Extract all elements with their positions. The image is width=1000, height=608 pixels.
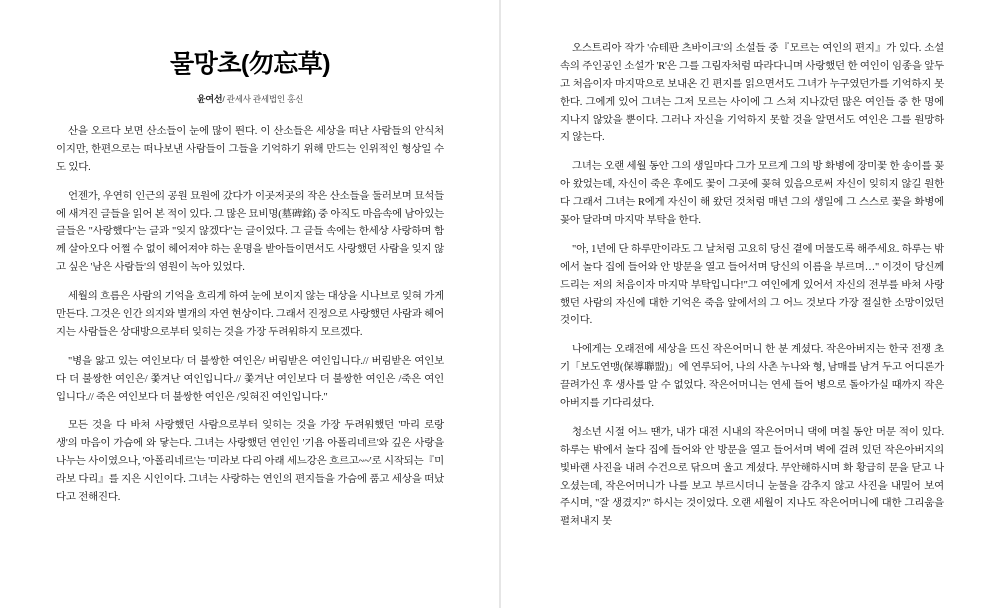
page-title: 물망초(勿忘草) [169,50,331,78]
paragraph: 모든 것을 다 바쳐 사랑했던 사람으로부터 잊히는 것을 가장 두려워했던 '마리 로랑생'의 마음이 가슴에 와 닿는다. 그녀는 사랑했던 연인인 '기욤 아폴리네르'와 깊은 사랑을 나누는 사이였으나, '아폴리네르'는 '미라보 다리 아래 세느강은 흐르고~~'로 시작되는『미라보 다리』를 지은 시인이다. 그녀는 사랑하는 연인의 편지들을 가슴에 품고 세상을 떠났다고 전해진다. [56,420,444,504]
byline-author: 윤여선 [196,94,223,104]
byline [56,92,444,105]
quotation: "병을 앓고 있는 여인보다/ 더 불쌍한 여인은/ 버림받은 여인입니다.// 버림받은 여인보다 더 불쌍한 여인은/ 쫓겨난 여인입니다.// 쫓겨난 여인보다 더 불쌍한 여인은 /죽은 여인입니다.// 죽은 여인보다 더 불쌍한 여인은 /잊혀진 여인입니다." [56,355,444,403]
right-column [500,0,1000,608]
paragraph: 세월의 흐름은 사람의 기억을 흐리게 하여 눈에 보이지 않는 대상을 시나브로 잊혀 가게 만든다. 그것은 인간 의지와 별개의 자연 현상이다. 그래서 진정으로 사랑했던 사람과 헤어지는 사람들은 상대방으로부터 잊히는 것을 가장 두려워하지 모르겠다. [56,291,444,338]
paragraph: 나에게는 오래전에 세상을 뜨신 작은어머니 한 분 계셨다. 작은아버지는 한국 전쟁 초기「보도연맹(保導聯盟)」에 연루되어, 나의 사촌 누나와 형, 남매를 남겨 두고 어디론가 끌려가신 후 생사를 알 수 없었다. 작은어머니는 연세 들어 병으로 돌아가실 때까지 작은아버지를 기다리셨다. [560,344,944,410]
byline-affiliation: / 관세사 관세법인 홍신 [222,94,304,104]
quotation: "아, 1년에 단 하루만이라도 그 날처럼 고요히 당신 곁에 머물도록 해주세요. 하루는 밖에서 놀다 집에 들어와 안 방문을 열고 들어서며 당신의 이름을 부르며…" 이것이 당신께 드리는 저의 처음이자 마지막 부탁입니다!"그 여인에게 있어서 자신의 전부를 바쳐 사랑했던 사람의 자신에 대한 기억은 죽음 앞에서의 그 어느 것보다 가장 절실한 소망이었던 것이다. [560,243,944,327]
paragraph: 오스트리아 작가 '슈테판 츠바이크'의 소설들 중『모르는 여인의 편지』가 있다. 소설 속의 주인공인 소설가 'R'은 그를 그림자처럼 따라다니며 사랑했던 한 여인이 임종을 앞두고 처음이자 마지막으로 보내온 긴 편지를 읽으면서도 그녀가 누구였던가를 기억하지 못한다. 그에게 있어 그녀는 그저 모르는 사이에 그 스쳐 지나갔던 많은 여인들 중 한 명에 지나지 않았을 뿐이다. 그러나 자신을 기억하지 못할 것을 알면서도 여인은 그를 원망하지 않는다. [560,43,944,144]
paragraph: 산을 오르다 보면 산소들이 눈에 많이 띈다. 이 산소들은 세상을 떠난 사람들의 안식처이지만, 한편으로는 떠나보낸 사람들이 그들을 기억하기 위해 만드는 인위적인 형상일 수도 있다. [56,126,444,173]
paragraph: 언젠가, 우연히 인근의 공원 묘원에 갔다가 이곳저곳의 작은 산소들을 둘러보며 묘석들에 새겨진 글들을 읽어 본 적이 있다. 그 많은 묘비명(墓碑銘) 중 아직도 마음속에 남아있는 글들은 "사랑했다"는 글과 "잊지 않겠다"는 글이었다. 그 글들 속에는 한세상 사랑하며 함께 살아오다 어쩔 수 없이 헤어져야 하는 운명을 받아들이면서도 사랑했던 사람을 잊지 않고 싶은 '남은 사람들'의 염원이 녹아 있었다. [56,190,445,274]
paragraph: 그녀는 오랜 세월 동안 그의 생일마다 그가 모르게 그의 방 화병에 장미꽃 한 송이를 꽂아 왔었는데, 자신이 죽은 후에도 꽃이 그곳에 꽂혀 있음으로써 자신이 잊히지 않길 원한다 그래서 그녀는 R에게 자신이 해 왔던 것처럼 매년 그의 생일에 그 스스로 꽃을 화병에 꽂아 달라며 마지막 부탁을 한다. [560,161,944,227]
paragraph: 청소년 시절 어느 땐가, 내가 대전 시내의 작은어머니 댁에 며칠 동안 머문 적이 있다. 하루는 밖에서 놀다 집에 들어와 안 방문을 열고 들어서며 벽에 걸려 있던 작은아버지의 빛바랜 사진을 내려 수건으로 닦으며 울고 계셨다. 무안해하시며 화 황급히 문을 닫고 나오셨는데, 작은어머니가 나를 보고 부르시더니 눈물을 감추지 않고 사진을 내밀어 보여 주시며, "잘 생겼지?" 하시는 것이었다. 오랜 세월이 지나도 작은어머니에 대한 그리움을 펼쳐내지 못 [560,426,944,528]
